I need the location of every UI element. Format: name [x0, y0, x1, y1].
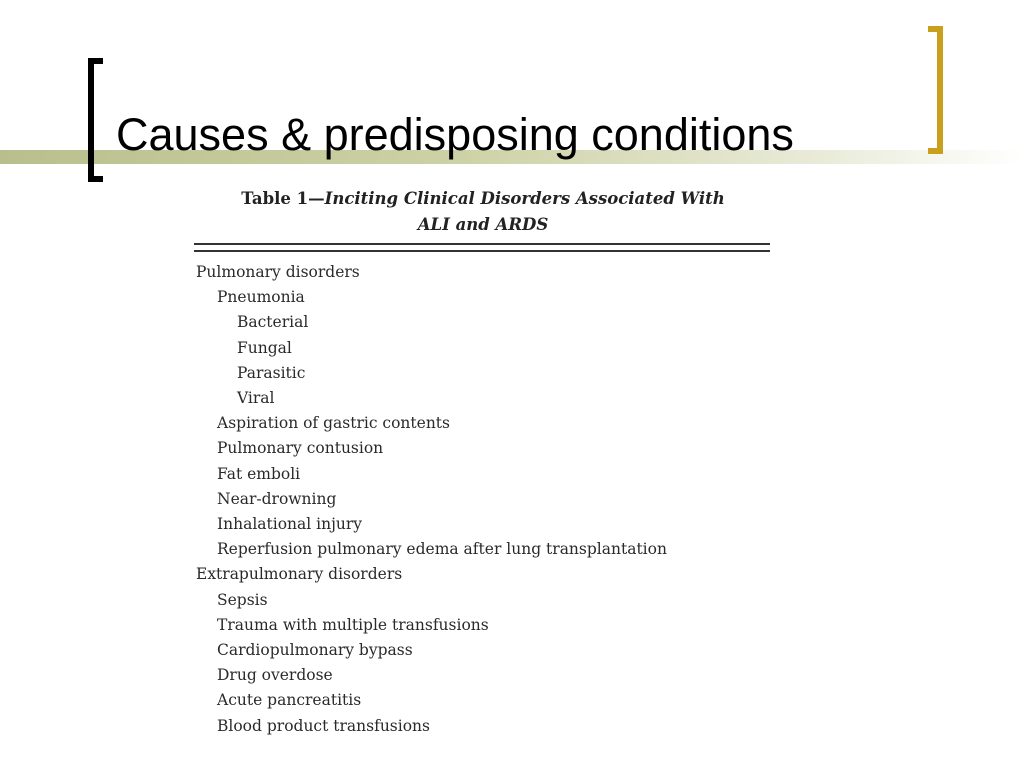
table-caption-title: Inciting Clinical Disorders Associated With	[324, 189, 725, 208]
left-bracket-decoration	[88, 58, 103, 182]
disorder-item: Fat emboli	[217, 464, 301, 483]
table-caption-line-1	[194, 186, 772, 212]
disorder-subitem: Bacterial	[237, 313, 309, 332]
disorder-item: Reperfusion pulmonary edema after lung transplantation	[217, 540, 667, 559]
disorder-subitem: Fungal	[237, 338, 292, 357]
disorder-subitem: Parasitic	[237, 363, 306, 382]
disorder-item: Pulmonary contusion	[217, 439, 384, 458]
table-caption-prefix: Table 1—	[241, 189, 325, 208]
right-bracket-decoration	[928, 26, 943, 154]
slide-title: Causes & predisposing conditions	[116, 109, 794, 160]
table-caption-line-2: ALI and ARDS	[417, 215, 549, 234]
table-caption	[194, 186, 772, 238]
disorder-subitem: Viral	[237, 389, 275, 408]
disorder-list	[196, 260, 667, 739]
disorder-item: Sepsis	[217, 590, 268, 609]
category-heading: Pulmonary disorders	[196, 263, 360, 281]
disorder-item: Pneumonia	[217, 288, 305, 307]
disorder-item: Aspiration of gastric contents	[217, 414, 450, 433]
disorder-item: Acute pancreatitis	[217, 691, 362, 710]
disorder-item: Drug overdose	[217, 666, 333, 685]
disorder-item: Near-drowning	[217, 489, 337, 508]
disorder-item: Blood product transfusions	[217, 716, 430, 735]
disorder-item: Cardiopulmonary bypass	[217, 641, 413, 660]
disorder-item: Inhalational injury	[217, 515, 363, 534]
table-second-rule	[194, 250, 770, 252]
table-top-rule	[194, 243, 770, 245]
category-heading: Extrapulmonary disorders	[196, 565, 403, 584]
disorder-item: Trauma with multiple transfusions	[217, 615, 489, 634]
